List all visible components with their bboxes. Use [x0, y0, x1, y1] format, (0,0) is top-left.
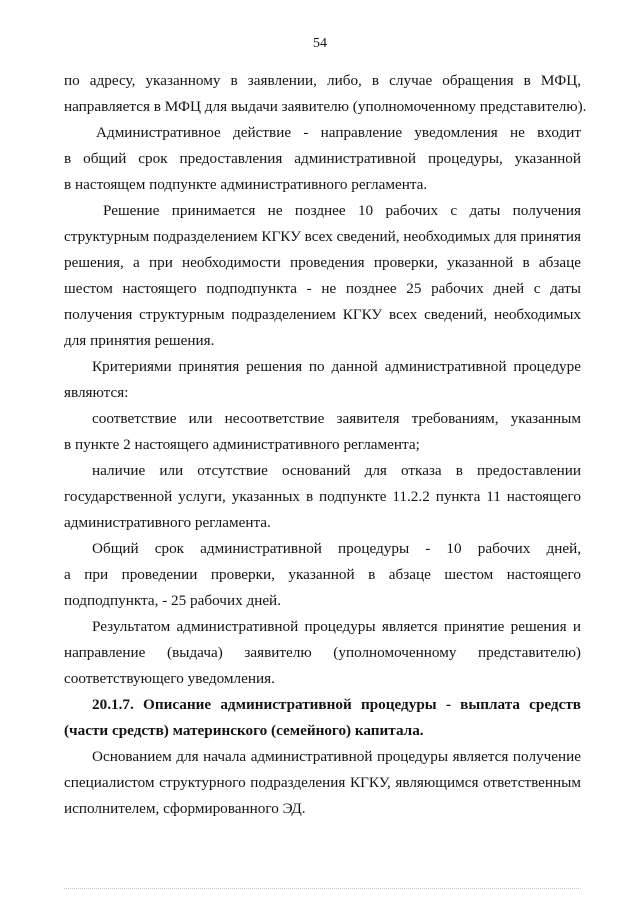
- text-line: наличие или отсутствие оснований для отказа в предоставлении: [92, 462, 581, 479]
- text-line: специалистом структурного подразделения КГКУ, являющимся ответственным: [64, 774, 581, 791]
- text-line: Административное действие - направление уведомления не входит: [96, 124, 581, 141]
- text-line: Решение принимается не позднее 10 рабочих с даты получения: [103, 202, 581, 219]
- text-line: направляется в МФЦ для выдачи заявителю (уполномоченному представителю).: [64, 98, 587, 115]
- text-line: Критериями принятия решения по данной административной процедуре: [92, 358, 581, 375]
- text-line: соответствие или несоответствие заявителя требованиям, указанным: [92, 410, 581, 427]
- text-line: соответствующего уведомления.: [64, 670, 275, 687]
- scan-artifact-line: [64, 888, 581, 890]
- text-line: в пункте 2 настоящего административного регламента;: [64, 436, 420, 453]
- text-line: для принятия решения.: [64, 332, 215, 349]
- text-line: подподпункта, - 25 рабочих дней.: [64, 592, 281, 609]
- text-line: а при проведении проверки, указанной в абзаце шестом настоящего: [64, 566, 581, 583]
- text-line: направление (выдача) заявителю (уполномоченному представителю): [64, 644, 581, 661]
- text-line: по адресу, указанному в заявлении, либо, в случае обращения в МФЦ,: [64, 72, 581, 89]
- text-line: в настоящем подпункте административного регламента.: [64, 176, 428, 193]
- text-line: административного регламента.: [64, 514, 271, 531]
- section-heading: (части средств) материнского (семейного) капитала.: [64, 722, 424, 739]
- text-line: решения, а при необходимости проведения проверки, указанной в абзаце: [64, 254, 581, 271]
- page-number: 54: [313, 36, 327, 51]
- text-line: Основанием для начала административной процедуры является получение: [92, 748, 581, 765]
- text-line: в общий срок предоставления административной процедуры, указанной: [64, 150, 581, 167]
- section-heading: 20.1.7. Описание административной процедуры - выплата средств: [92, 696, 581, 713]
- text-line: Результатом административной процедуры является принятие решения и: [92, 618, 581, 635]
- text-line: шестом настоящего подподпункта - не позднее 25 рабочих дней с даты: [64, 280, 581, 297]
- text-line: являются:: [64, 384, 129, 401]
- text-line: Общий срок административной процедуры - 10 рабочих дней,: [92, 540, 581, 557]
- text-line: получения структурным подразделением КГКУ всех сведений, необходимых: [64, 306, 581, 323]
- text-line: структурным подразделением КГКУ всех сведений, необходимых для принятия: [64, 228, 582, 245]
- text-line: исполнителем, сформированного ЭД.: [64, 800, 306, 817]
- text-line: государственной услуги, указанных в подпункте 11.2.2 пункта 11 настоящего: [64, 488, 581, 505]
